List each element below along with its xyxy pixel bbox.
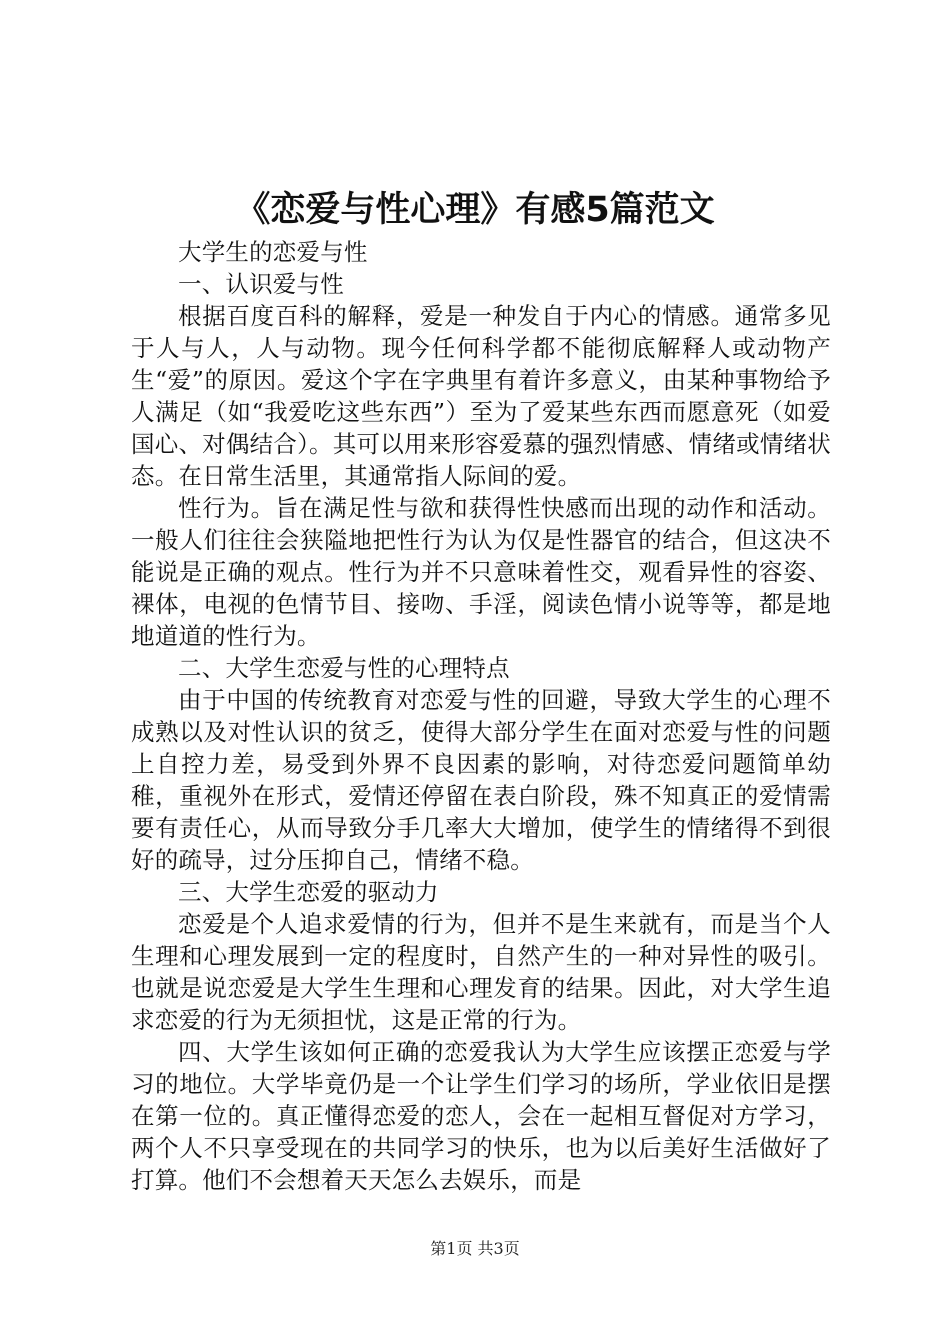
paragraph-psychological-traits: 由于中国的传统教育对恋爱与性的回避，导致大学生的心理不成熟以及对性认识的贫乏，使得大部分学生在面对恋爱与性的问题上自控力差，易受到外界不良因素的影响，对待恋爱问题简单幼稚，重视外在形式，爱情还停留在表白阶段，殊不知真正的爱情需要有责任心，从而导致分手几率大大增加，使学生的情绪得不到很好的疏导，过分压抑自己，情绪不稳。 xyxy=(131,686,831,874)
paragraph-driving-force: 恋爱是个人追求爱情的行为，但并不是生来就有，而是当个人生理和心理发展到一定的程度时，自然产生的一种对异性的吸引。也就是说恋爱是大学生生理和心理发育的结果。因此，对大学生追求恋爱的行为无须担忧，这是正常的行为。 xyxy=(131,910,831,1034)
section-heading-3: 三、大学生恋爱的驱动力 xyxy=(178,878,439,906)
paragraph-subtitle: 大学生的恋爱与性 xyxy=(178,238,368,266)
paragraph-sexual-behavior: 性行为。旨在满足性与欲和获得性快感而出现的动作和活动。一般人们往往会狭隘地把性行为认为仅是性器官的结合，但这决不能说是正确的观点。性行为并不只意味着性交，观看异性的容姿、裸体，电视的色情节目、接吻、手淫，阅读色情小说等等，都是地地道道的性行为。 xyxy=(131,494,831,650)
section-heading-2: 二、大学生恋爱与性的心理特点 xyxy=(178,654,510,682)
page-footer: 第1页 共3页 xyxy=(430,1239,520,1258)
paragraph-how-to-love: 四、大学生该如何正确的恋爱我认为大学生应该摆正恋爱与学习的地位。大学毕竟仍是一个让学生们学习的场所，学业依旧是摆在第一位的。真正懂得恋爱的恋人，会在一起相互督促对方学习，两个人不只享受现在的共同学习的快乐，也为以后美好生活做好了打算。他们不会想着天天怎么去娱乐，而是 xyxy=(131,1038,831,1194)
section-heading-1: 一、认识爱与性 xyxy=(178,270,344,298)
document-body xyxy=(131,236,831,1196)
page-title: 《恋爱与性心理》有感5篇范文 xyxy=(235,190,715,230)
paragraph-love-definition: 根据百度百科的解释，爱是一种发自于内心的情感。通常多见于人与人，人与动物。现今任何科学都不能彻底解释人或动物产生“爱”的原因。爱这个字在字典里有着许多意义，由某种事物给予人满足（如“我爱吃这些东西”）至为了爱某些东西而愿意死（如爱国心、对偶结合）。其可以用来形容爱慕的强烈情感、情绪或情绪状态。在日常生活里，其通常指人际间的爱。 xyxy=(131,302,831,490)
